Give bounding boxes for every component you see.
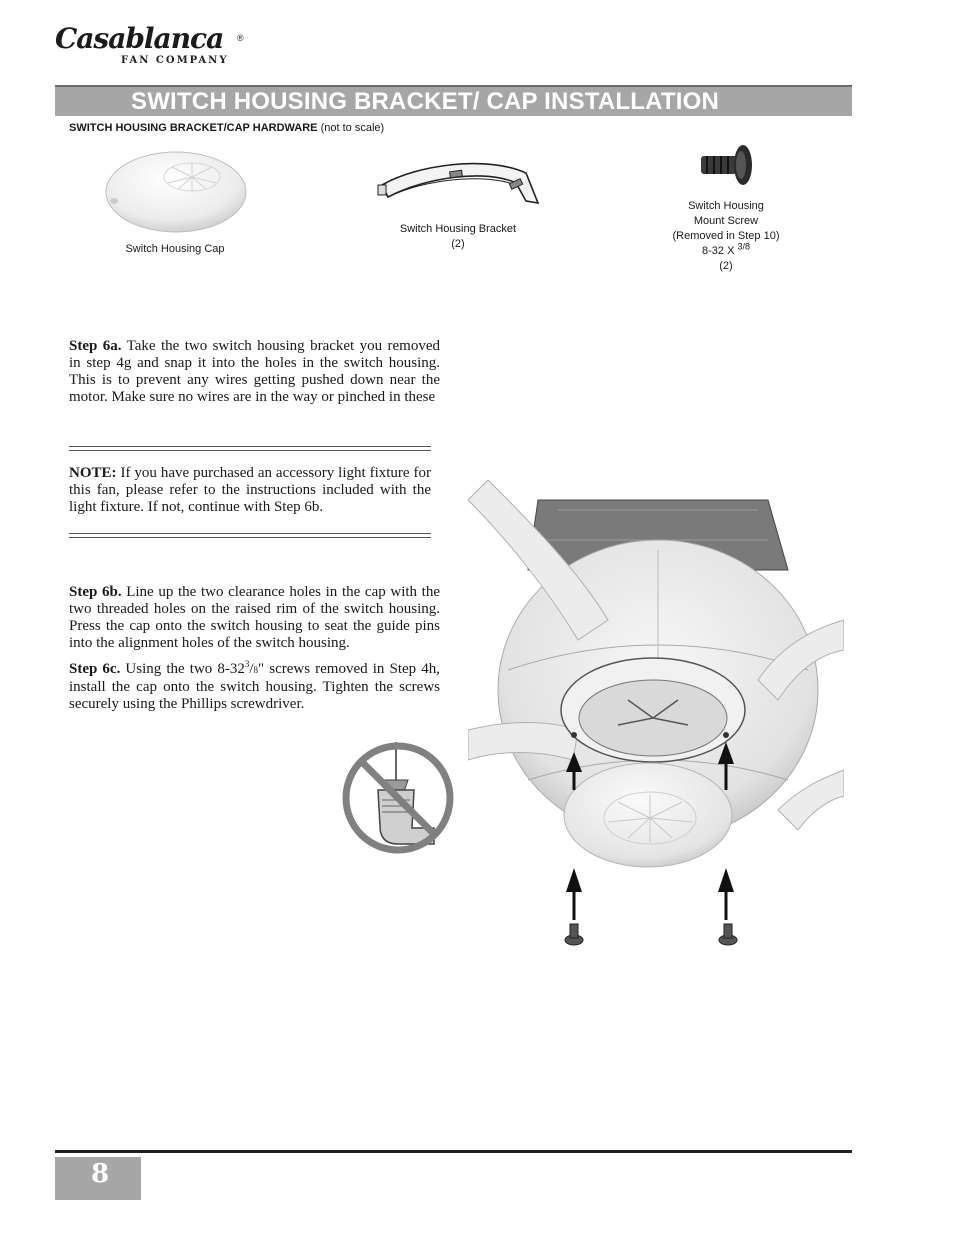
step-6c-sup: 3 — [244, 659, 250, 669]
screw-caption-line: Switch Housing — [688, 200, 764, 212]
step-6b-text: Line up the two clearance holes in the cap with the two threaded holes on the raised rim of the switch housing. Press the cap onto the switch housing to seat the guide pins into the alignment holes of the switch housing. — [69, 584, 440, 651]
logo-subtitle: FAN COMPANY — [121, 55, 229, 66]
step-6c-text-b: / — [249, 661, 254, 677]
step-6a-text: Take the two switch housing bracket you removed in step 4g and snap it into the holes in the switch housing. This is to prevent any wires getting pushed down near the motor. Make sure no wires are in the way or pinched in these — [69, 338, 440, 405]
switch-housing-cap-illustration — [100, 145, 255, 240]
screw-caption-line: (2) — [719, 260, 733, 272]
step-6a-label: Step 6a. — [69, 338, 122, 354]
step-6c-sub: 8 — [253, 665, 259, 675]
hardware-heading-label: SWITCH HOUSING BRACKET/CAP HARDWARE — [69, 122, 318, 134]
mount-screw-illustration — [697, 140, 757, 188]
hardware-heading-note: (not to scale) — [320, 122, 385, 134]
cap-caption-line: Switch Housing Cap — [125, 243, 225, 255]
note-label: NOTE: — [69, 465, 117, 481]
bracket-caption — [388, 222, 528, 252]
page-number-box — [55, 1157, 141, 1200]
section-title-bar — [55, 85, 852, 116]
cap-installation-illustration — [468, 480, 844, 960]
bracket-caption-line: Switch Housing Bracket — [399, 223, 517, 235]
footer-rule — [55, 1150, 852, 1153]
screw-size-fraction: 3/8 — [737, 241, 750, 252]
step-6b — [69, 584, 440, 652]
screw-caption-line: Mount Screw — [693, 215, 759, 227]
cap-caption — [110, 242, 240, 257]
note-text: If you have purchased an accessory light fixture for this fan, please refer to the instructions included with the light fixture. If not, continue with Step 6b. — [69, 465, 431, 515]
logo-wordmark: Casablanca — [55, 22, 224, 55]
note — [69, 465, 431, 516]
note-top-rule — [69, 446, 431, 451]
brand-logo — [55, 22, 255, 78]
page-title: SWITCH HOUSING BRACKET/ CAP INSTALLATION — [131, 88, 719, 115]
hardware-heading — [69, 122, 384, 134]
step-6c-text-a: Using the two 8-32 — [120, 661, 245, 677]
screw-caption-line: (Removed in Step 10) — [672, 230, 780, 242]
switch-housing-bracket-illustration — [376, 155, 544, 213]
logo-registered-mark: ® — [237, 33, 244, 43]
step-6b-label: Step 6b. — [69, 584, 122, 600]
step-6c-label: Step 6c. — [69, 661, 121, 677]
no-power-drill-icon — [340, 740, 458, 858]
page-number: 8 — [91, 1159, 110, 1189]
step-6a — [69, 338, 440, 406]
screw-caption-line — [661, 241, 791, 259]
screw-size: 8-32 X — [702, 245, 738, 257]
bracket-caption-line: (2) — [451, 238, 465, 250]
step-6c — [69, 661, 440, 713]
screw-caption — [661, 199, 791, 274]
note-bottom-rule — [69, 533, 431, 538]
step-6c-text-c: " screws removed in Step 4h, install the cap onto the switch housing. Tighten the screws securely using the Phillips screwdriver. — [69, 661, 440, 712]
